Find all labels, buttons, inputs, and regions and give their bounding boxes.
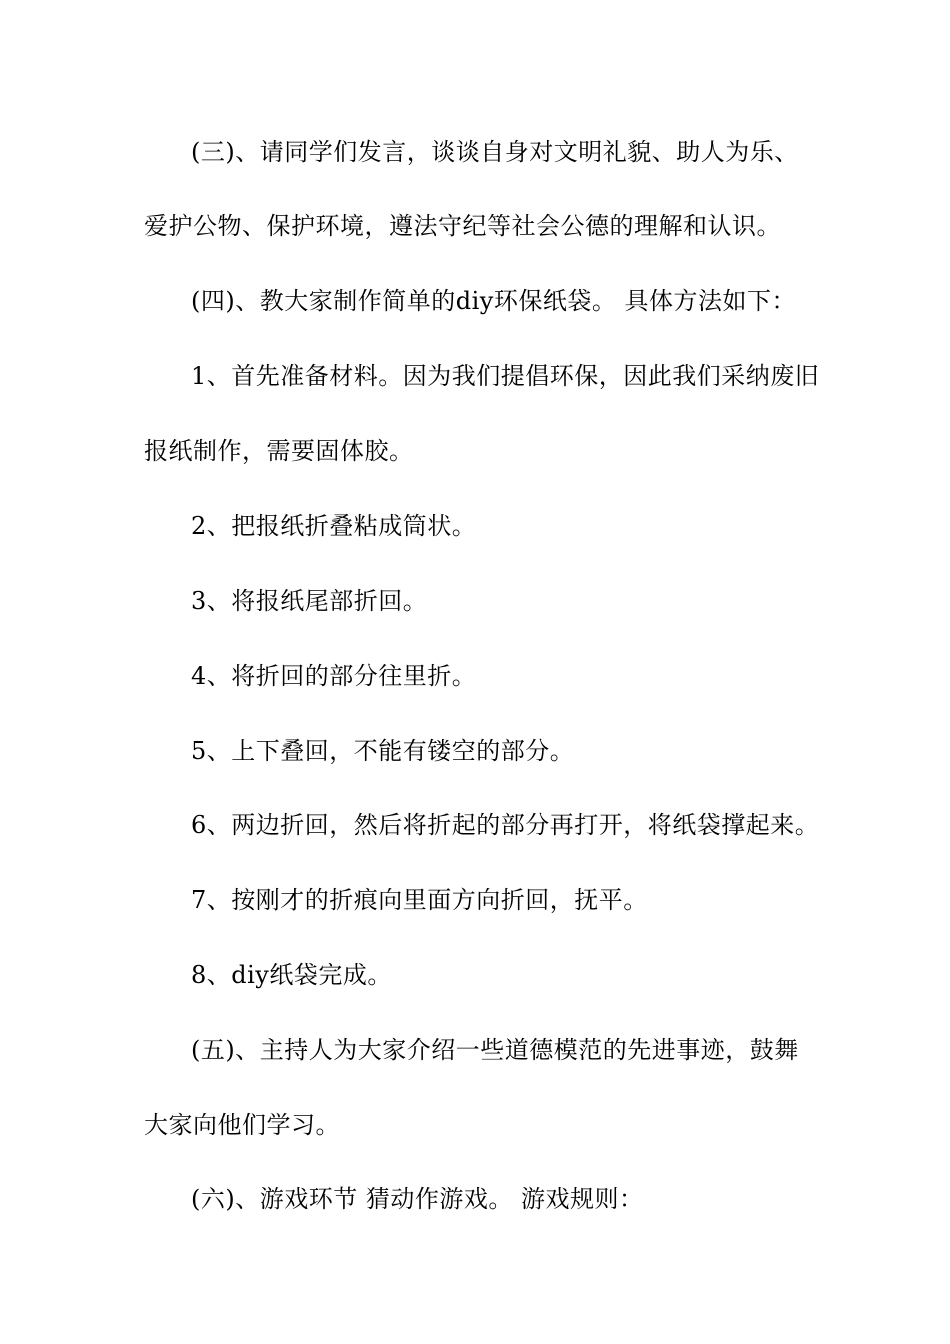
paragraph-line-10: 6、两边折回，然后将折起的部分再打开，将纸袋撑起来。	[191, 811, 820, 839]
paragraph-line-4: 1、首先准备材料。因为我们提倡环保，因此我们采纳废旧	[191, 362, 820, 390]
paragraph-line-13: (五)、主持人为大家介绍一些道德模范的先进事迹，鼓舞	[191, 1036, 799, 1064]
paragraph-line-9: 5、上下叠回，不能有镂空的部分。	[191, 737, 575, 765]
paragraph-line-15: (六)、游戏环节 猜动作游戏。 游戏规则：	[191, 1185, 644, 1213]
paragraph-line-7: 3、将报纸尾部折回。	[191, 587, 428, 615]
paragraph-line-3: (四)、教大家制作简单的diy环保纸袋。 具体方法如下：	[191, 287, 796, 315]
paragraph-line-1: (三)、请同学们发言，谈谈自身对文明礼貌、助人为乐、	[191, 138, 799, 166]
paragraph-line-5: 报纸制作，需要固体胶。	[144, 437, 414, 465]
paragraph-line-2: 爱护公物、保护环境，遵法守纪等社会公德的理解和认识。	[144, 212, 781, 240]
paragraph-line-8: 4、将折回的部分往里折。	[191, 662, 477, 690]
paragraph-line-12: 8、diy纸袋完成。	[191, 961, 392, 989]
paragraph-line-6: 2、把报纸折叠粘成筒状。	[191, 512, 477, 540]
paragraph-line-11: 7、按刚才的折痕向里面方向折回，抚平。	[191, 886, 648, 914]
paragraph-line-14: 大家向他们学习。	[144, 1111, 340, 1139]
